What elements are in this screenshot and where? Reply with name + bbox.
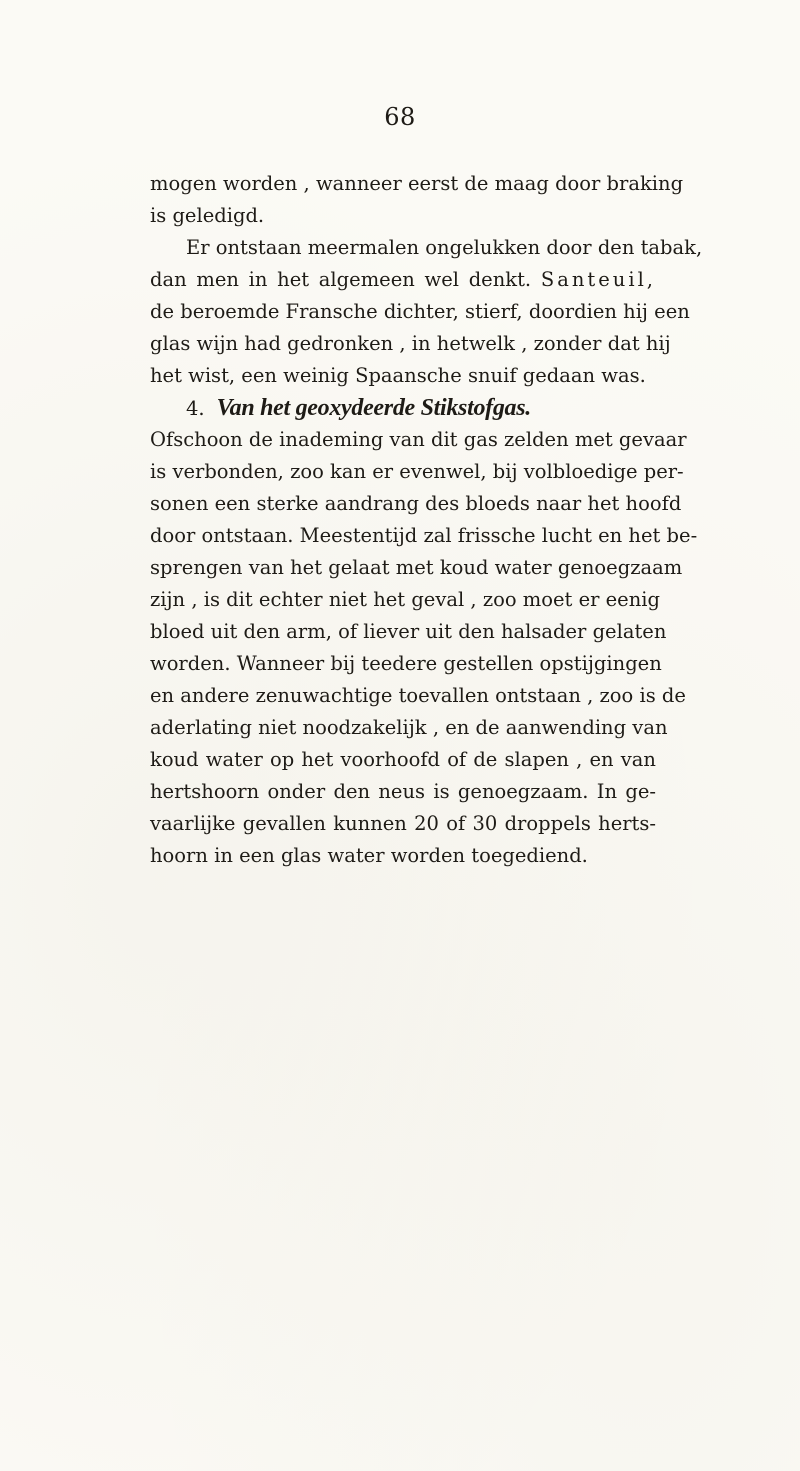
text-line: Er ontstaan meermalen ongelukken door den tabak,: [186, 236, 703, 259]
section-heading: [150, 392, 656, 424]
text-segment: dan men in het algemeen wel denkt.: [150, 268, 532, 291]
section-number: 4.: [186, 397, 205, 420]
text-line: mogen worden , wanneer eerst de maag door braking: [150, 172, 684, 195]
text-line: is verbonden, zoo kan er evenwel, bij volbloedige per-: [150, 460, 684, 483]
text-line: hertshoorn onder den neus is genoegzaam. In ge-: [150, 780, 656, 803]
body-text: [150, 168, 703, 872]
text-line: zijn , is dit echter niet het geval , zoo moet er eenig: [150, 588, 660, 611]
text-line: glas wijn had gedronken , in hetwelk , zonder dat hij: [150, 332, 671, 355]
text-line: en andere zenuwachtige toevallen ontstaan , zoo is de: [150, 684, 686, 707]
text-line: vaarlijke gevallen kunnen 20 of 30 droppels herts-: [150, 812, 656, 835]
text-line: Ofschoon de inademing van dit gas zelden met gevaar: [150, 428, 687, 451]
text-line: sonen een sterke aandrang des bloeds naar het hoofd: [150, 492, 682, 515]
text-line: door ontstaan. Meestentijd zal frissche lucht en het be-: [150, 524, 698, 547]
section-title: Van het geoxydeerde Stikstofgas.: [216, 395, 531, 421]
text-line: koud water op het voorhoofd of de slapen , en van: [150, 748, 656, 771]
text-line: is geledigd.: [150, 204, 265, 227]
person-name: Santeuil,: [540, 268, 657, 291]
text-line: de beroemde Fransche dichter, stierf, doordien hij een: [150, 300, 690, 323]
text-line: [150, 264, 656, 296]
text-line: hoorn in een glas water worden toegediend.: [150, 844, 588, 867]
text-line: aderlating niet noodzakelijk , en de aanwending van: [150, 716, 668, 739]
text-line: bloed uit den arm, of liever uit den halsader gelaten: [150, 620, 667, 643]
page-number: 68: [384, 103, 416, 131]
text-line: worden. Wanneer bij teedere gestellen opstijgingen: [150, 652, 662, 675]
text-line: sprengen van het gelaat met koud water genoegzaam: [150, 556, 683, 579]
text-line: het wist, een weinig Spaansche snuif gedaan was.: [150, 364, 646, 387]
